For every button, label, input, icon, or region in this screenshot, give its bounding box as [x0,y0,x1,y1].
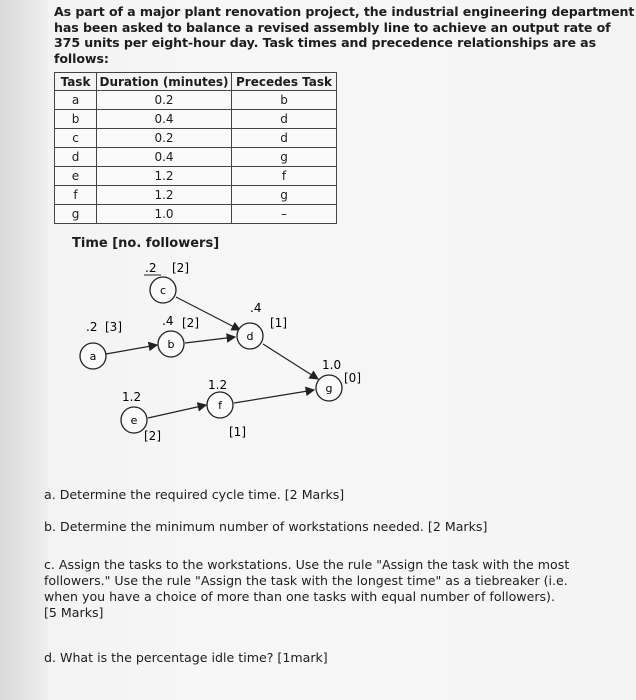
question-c-line: when you have a choice of more than one tasks with equal number of followers). [44,589,555,604]
node-a-time: .2 [86,320,98,334]
cell-duration: 0.2 [97,91,232,110]
node-f-time: 1.2 [208,378,228,392]
node-b-label: b [167,338,175,351]
cell-precedes: f [232,167,337,186]
cell-precedes: d [232,110,337,129]
node-d-time: .4 [250,301,262,315]
header-task: Task [55,73,97,91]
cell-task: d [55,148,97,167]
node-f [207,378,246,439]
node-d-followers: [1] [270,316,287,330]
cell-duration: 1.2 [97,167,232,186]
node-c [144,261,189,303]
header-precedes: Precedes Task [232,73,337,91]
question-c-line: followers." Use the rule "Assign the task with the longest time" as a tiebreaker (i.e. [44,573,568,588]
node-b [158,314,199,357]
cell-precedes: d [232,129,337,148]
cell-precedes: g [232,148,337,167]
question-a [44,487,604,503]
header-duration: Duration (minutes) [97,73,232,91]
edge-e-f [148,405,206,418]
cell-duration: 1.0 [97,205,232,224]
cell-task: e [55,167,97,186]
node-f-followers: [1] [229,425,246,439]
node-c-label: c [159,284,167,297]
diagram-caption: Time [no. followers] [72,236,220,251]
node-a-label: a [89,350,97,363]
node-g [316,358,361,401]
edge-a-b [106,345,157,354]
edge-d-g [263,344,318,379]
node-e-followers: [2] [144,429,161,443]
cell-task: f [55,186,97,205]
node-b-time: .4 [162,314,174,328]
edge-f-g [234,390,314,403]
node-g-time: 1.0 [322,358,342,372]
intro-line: 375 units per eight-hour day. Task times and precedence relationships are as [54,35,596,50]
node-c-followers: [2] [172,261,189,275]
intro-line: As part of a major plant renovation project, the industrial engineering department [54,4,635,19]
question-c-line: c. Assign the tasks to the workstations. Use the rule "Assign the task with the most [44,557,570,572]
cell-task: a [55,91,97,110]
node-a-followers: [3] [105,320,122,334]
cell-duration: 0.4 [97,110,232,129]
question-c [44,557,604,621]
intro-line: follows: [54,50,109,66]
node-b-followers: [2] [182,316,199,330]
cell-task: g [55,205,97,224]
node-c-time: .2 [145,261,157,275]
question-d-line: d. What is the percentage idle time? [1mark] [44,650,328,665]
intro-line: has been asked to balance a revised assembly line to achieve an output rate of [54,19,611,35]
node-d [237,301,287,349]
node-e-label: e [130,414,138,427]
node-d-label: d [246,330,254,343]
node-g-label: g [325,382,333,395]
cell-duration: 0.4 [97,148,232,167]
cell-task: b [55,110,97,129]
cell-precedes: g [232,186,337,205]
cell-precedes: b [232,91,337,110]
cell-duration: 0.2 [97,129,232,148]
question-a-line: a. Determine the required cycle time. [2 Marks] [44,487,345,502]
cell-duration: 1.2 [97,186,232,205]
node-g-followers: [0] [344,371,361,385]
cell-precedes: – [232,205,337,224]
question-d [44,650,604,666]
question-b [44,519,604,535]
question-c-line: [5 Marks] [44,605,104,620]
node-e-time: 1.2 [122,390,142,404]
node-a [80,320,122,369]
question-b-line: b. Determine the minimum number of workstations needed. [2 Marks] [44,519,488,534]
node-f-label: f [218,399,222,412]
cell-task: c [55,129,97,148]
edge-b-d [185,337,235,343]
